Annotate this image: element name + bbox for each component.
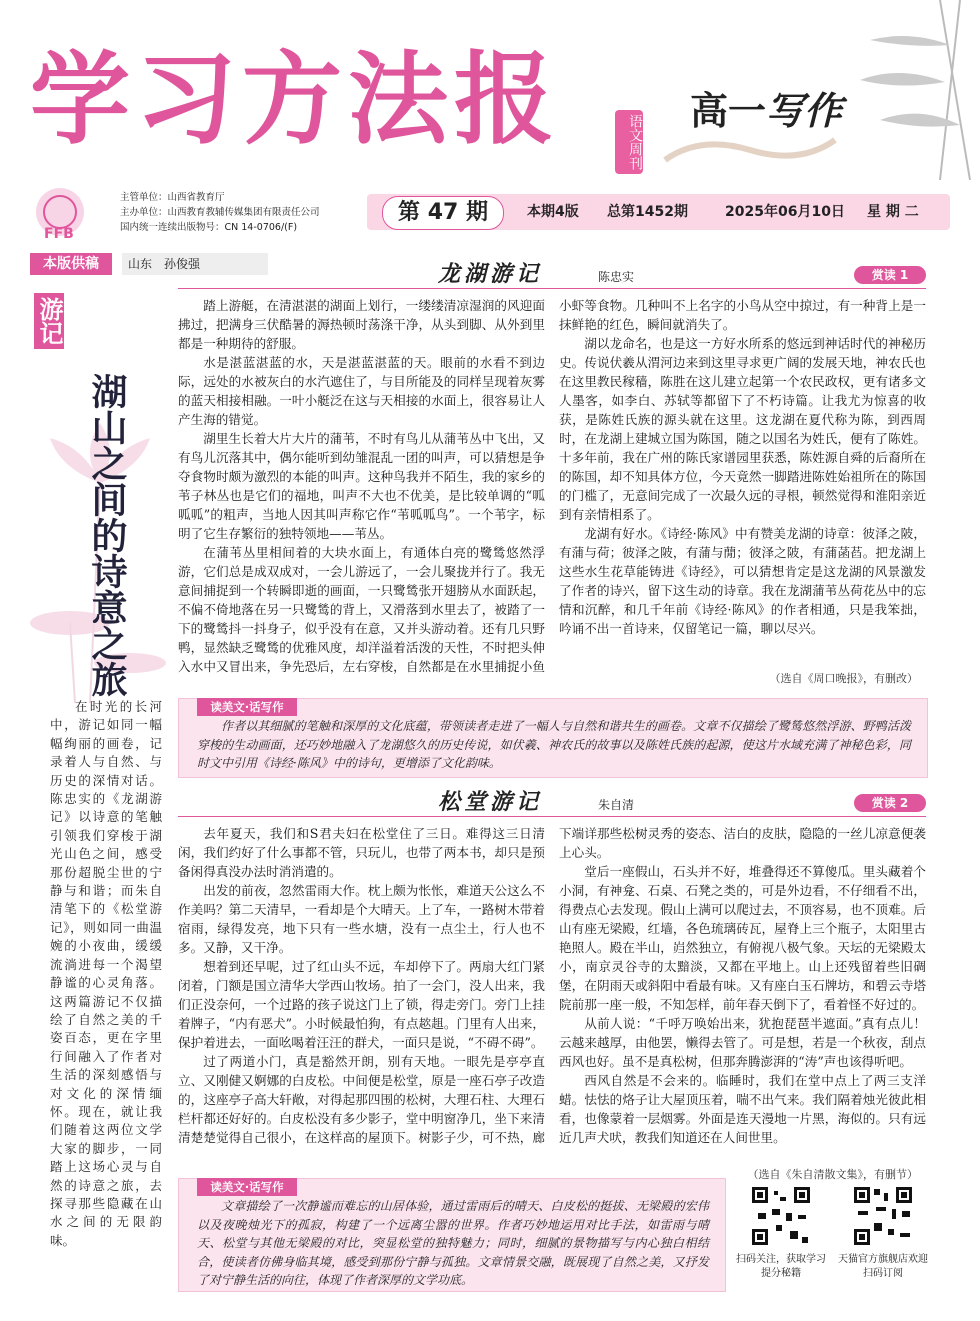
qr-code-wechat-icon[interactable] (750, 1185, 812, 1247)
qr-code-area (736, 1185, 940, 1285)
issue-date: 2025年06月10日 (725, 204, 845, 220)
theme-title: 湖山之间的诗意之旅 (86, 373, 127, 697)
appreciation-badge: 赏读 2 (854, 794, 926, 812)
paragraph: 去年夏天，我们和S君夫妇在松堂住了三日。难得这三日清闲，我们约好了什么事都不管，只玩儿，也带了两本书，却只是预备闲得真没办法时消消遣的。 (178, 826, 545, 879)
info-line-sponsor: 主办单位：山西教育教辅传媒集团有限责任公司 (120, 207, 320, 218)
article-author: 朱自清 (598, 798, 635, 812)
info-line-supervisor: 主管单位：山西省教育厅 (120, 192, 225, 203)
subject-label: 写作 (766, 89, 843, 133)
contributor-name: 山东 孙俊强 (122, 253, 268, 275)
article-body (178, 296, 926, 691)
article-source: （选自《周口晚报》，有删改） (769, 672, 918, 685)
article-title: 龙湖游记 (438, 261, 543, 287)
paragraph: 西风自然是不会来的。临睡时，我们在堂中点上了两三支洋蜡。怯怯的烙子让大屋顶压着，喘不出气来。我们隔着烛光彼此相看，也像蒙着一层烟雾。外面是连天漫地一片黑，海似的。只有远近几声犬吠，教我们知道还在人间世里。 (559, 1073, 926, 1145)
article-source: （选自《朱自清散文集》，有删节） (747, 1168, 918, 1181)
comment-box-1 (178, 698, 928, 778)
total-issue: 总第1452期 (607, 204, 688, 220)
header-rule (178, 816, 926, 817)
info-line-serial: 国内统一连续出版物号：CN 14-0706/(F) (120, 222, 298, 233)
paragraph: 从前人说：“千呼万唤始出来，犹抱琵琶半遮面。”真有点儿！云越来越厚，由他罢，懒得去管了。可是想，若是一个秋夜，刮点西风也好。虽不是真松树，但那奔腾澎湃的“涛”声也该得听吧。 (559, 1016, 926, 1069)
qr-caption-right: 天猫官方旗舰店欢迎扫码订阅 (838, 1254, 928, 1279)
article-header (178, 788, 926, 818)
qr-caption-left: 扫码关注，获取学习提分秘籍 (736, 1254, 826, 1279)
article-author: 陈忠实 (598, 270, 635, 284)
issue-number: 第 47 期 (382, 196, 504, 230)
publisher-lines (120, 190, 320, 235)
paragraph: 湖以龙命名，也是这一方好水所系的悠远到神话时代的神秘历史。传说伏羲从渭河边来到这里寻求更广阔的发展天地，神农氏也在这里教民稼穑，陈胜在这儿建立起第一个农民政权，更有诸多文人墨客，如李白、苏轼等都留下了不朽诗篇。让我尤为惊喜的收获，是陈姓氏族的源头就在这里。这龙湖在夏代称为陈，到西周时，在龙湖上建城立国为陈国，随之以国名为姓氏，便有了陈姓。十多年前，我在广州的陈氏家谱园里获悉，陈姓源自舜的后裔所在的陈国，却不知具体方位，今天竟然一脚踏进陈姓始祖所在的陈国的门槛了，无意间完成了一次最久远的寻根，顿然觉得和淮阳亲近到有亲情相系了。 (559, 336, 926, 522)
grade-subject (690, 80, 842, 135)
qr-code-tmall-icon[interactable] (852, 1185, 914, 1247)
genre-tag: 游记 (34, 293, 64, 349)
article-songtang (178, 788, 926, 1181)
paragraph: 湖里生长着大片大片的蒲苇，不时有鸟儿从蒲苇丛中飞出，又有鸟儿沉落其中，偶尔能听到幼雏混乱一团的叫声，可以猜想是争夺食物时颇为激烈的本能的叫声。这种鸟我并不陌生，我的家乡的苇子林丛也是它们的福地，叫声不大也不优美，是比较单调的“呱呱呱”的粗声，当地人因其叫声称它作“苇呱呱鸟”。一个苇字，标明了它生存繁衍的独特领地——苇丛。 (178, 431, 545, 541)
paragraph: 堂后一座假山，石头并不好，堆叠得还不算傻瓜。里头藏着个小洞，有神龛、石桌、石凳之类的，可是外边看，不仔细看不出，得费点心去发现。假山上满可以爬过去，不顶容易，也不顶难。后山有座无梁殿，红墙，各色琉璃砖瓦，屋脊上三个瓶子，太阳里古艳照人。殿在半山，岿然独立，有俯视八极气象。天坛的无梁殿太小，南京灵谷寺的太黯淡，又都在平地上。山上还残留着些旧碉堡，在阴雨天或斜阳中看最有味。又有座白玉石牌坊，和碧云寺塔院前那一座一般，不知怎样，前年春天倒下了，看着怪不好过的。 (559, 864, 926, 1012)
publisher-logo-icon (30, 186, 108, 242)
edition-count: 本期4版 (527, 204, 579, 220)
header-rule (178, 288, 926, 289)
bamboo-decoration (840, 0, 980, 180)
comment-tag: 读美文·话写作 (197, 698, 297, 716)
issue-strip (367, 194, 950, 230)
article-body (178, 824, 926, 1164)
article-longhu (178, 260, 926, 690)
comment-box-2 (178, 1178, 726, 1292)
appreciation-badge: 赏读 1 (854, 266, 926, 284)
article-title: 松堂游记 (438, 789, 543, 815)
paragraph: 水是湛蓝湛蓝的水，天是湛蓝湛蓝的天。眼前的水看不到边际，远处的水被灰白的水汽遮住了，与目所能及的同样呈现着灰雾的蓝天相接相融。一叶小艇泛在这与天相接的水面上，很容易让人产生海的错觉。 (178, 355, 545, 427)
paragraph: 过了两道小门，真是豁然开朗，别有天地。一眼先是亭亭直立、又刚健又婀娜的白皮松。中间便是松堂，原是一座石亭子改造的，这座亭子高大轩敞，对得起那四围的松树，大理石柱、大理石栏杆都还好好的。白皮松没有多少影子，堂中明窗净几，坐下来清清楚楚觉得自己很小，在这样高的屋顶下。树影子少，可不热，廊下端详那些松树灵秀的姿态、洁白的皮肤，隐隐的一丝儿凉意便袭上心头。 (178, 826, 926, 1145)
paragraph: 在蒲苇丛里相间着的大块水面上，有通体白亮的鹭鸶悠然浮游，它们总是成双成对，一会儿游远了，一会儿聚拢并行了。我无意间捕捉到一个转瞬即逝的画面，一只鹭鸶张开翅膀从水面跃起，不偏不倚地落在另一只鹭鸶的背上，又滑落到水里去了，被踏了一下的鹭鸶抖一抖身子，似乎没有在意，又并头游动着。还有几只野鸭，显然缺乏鹭鸶的优雅风度，却洋溢着活泼的天性，不时把头伸入水中又冒出来，争先恐后，左右穿梭，自然都是在水里捕捉小鱼小虾等食物。几种叫不上名字的小鸟从空中掠过，有一种背上是一抹鲜艳的红色，瞬间就消失了。 (178, 298, 926, 674)
comment-text: 作者以其细腻的笔触和深厚的文化底蕴，带领读者走进了一幅人与自然和谐共生的画卷。文章不仅描绘了鹭鸶悠然浮游、野鸭活泼穿梭的生动画面，还巧妙地融入了龙湖悠久的历史传说，如伏羲、神农氏的故事以及陈姓氏族的起源，使这片水域充满了神秘色彩，同时文中引用《诗经·陈风》中的诗句，更增添了文化韵味。 (197, 719, 911, 770)
theme-intro: 在时光的长河中，游记如同一幅幅绚丽的画卷，记录着人与自然、与历史的深情对话。陈忠实的《龙湖游记》以诗意的笔触引领我们穿梭于湖光山色之间，感受那份超脱尘世的宁静与和谐；而朱自清笔下的《松堂游记》，则如同一曲温婉的小夜曲，缓缓流淌进每一个渴望静谧的心灵角落。这两篇游记不仅描绘了自然之美的千姿百态，更在字里行间融入了作者对生活的深刻感悟与对文化的深情缅怀。现在，就让我们随着这两位文学大家的脚步，一同踏上这场心灵与自然的诗意之旅，去探寻那些隐藏在山水之间的无限韵味。 (50, 699, 162, 1248)
publication-info-bar (30, 186, 950, 242)
contributor-tag: 本版供稿 (30, 253, 112, 275)
comment-tag: 读美文·话写作 (197, 1178, 297, 1196)
weekly-tag: 语文周刊 (615, 110, 643, 174)
newspaper-title: 学习方法报 (30, 41, 560, 158)
article-header (178, 260, 926, 290)
paragraph: 想着到还早呢，过了红山头不远，车却停下了。两扇大红门紧闭着，门额是国立清华大学西山牧场。拍了一会门，没人出来，我们正没奈何，一个过路的孩子说这门上了锁，得走旁门。旁门上挂着牌子，“内有恶犬”。小时候最怕狗，有点趑趄。门里有人出来，保护着进去，一面吆喝着汪汪的群犬，一面只是说，“不碍不碍”。 (178, 959, 545, 1050)
left-sidebar (30, 253, 201, 1293)
logo-text: FFB (44, 226, 74, 242)
issue-weekday: 星 期 二 (867, 204, 919, 220)
scroll-decoration (660, 130, 840, 170)
paragraph: 出发的前夜，忽然雷雨大作。枕上颇为怅怅，难道天公这么不作美吗？第二天清早，一看却是个大晴天。上了车，一路树木带着宿雨，绿得发亮，地下只有一些水塘，没有一点尘土，行人也不多。又静，又干净。 (178, 883, 545, 955)
paragraph: 龙湖有好水。《诗经·陈风》中有赞美龙湖的诗章：彼泽之陂，有蒲与荷；彼泽之陂，有蒲与蕑；彼泽之陂，有蒲菡萏。把龙湖上这些水生花草能铸进《诗经》，可以猜想肯定是这龙湖的风景激发了作者的诗兴，留下这生动的诗章。我在龙湖蒲苇丛荷花丛中的忘情和沉醉，和几千年前《诗经·陈风》的作者相通，只是我笨拙，吟诵不出一首诗来，仅留笔记一篇，聊以尽兴。 (559, 526, 926, 636)
paragraph: 踏上游艇，在清湛湛的湖面上划行，一缕缕清凉湿润的风迎面拂过，把满身三伏酷暑的溽热顿时荡涤干净，从头到脚、从外到里都是一种期待的舒服。 (178, 298, 545, 351)
masthead (0, 0, 980, 185)
comment-text: 文章描绘了一次静谧而难忘的山居体验，通过雷雨后的晴天、白皮松的挺拔、无梁殿的宏伟以及夜晚烛光下的孤寂，构建了一个远离尘嚣的世界。作者巧妙地运用对比手法，如雷雨与晴天、松堂与其他无梁殿的对比，突显松堂的独特魅力；同时，细腻的景物描写与内心独白相结合，使读者仿佛身临其境，感受到那份宁静与孤独。文章情景交融，既展现了自然之美，又抒发了对宁静生活的向往，体现了作者深厚的文学功底。 (197, 1199, 709, 1287)
grade-label: 高一 (690, 89, 767, 133)
